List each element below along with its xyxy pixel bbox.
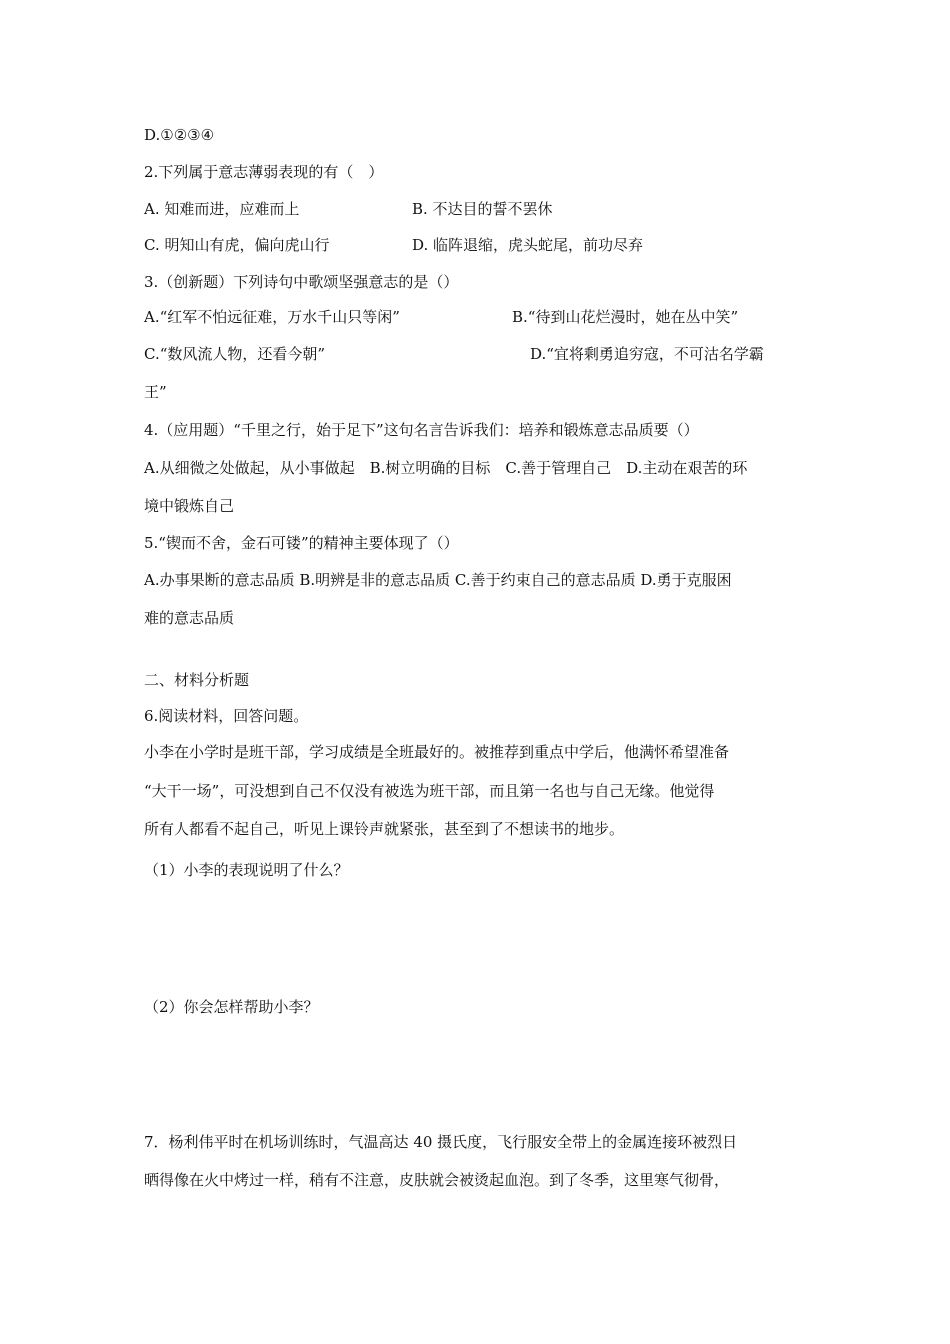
q2-option-a: A. 知难而进，应难而上 <box>144 200 300 218</box>
q5-stem: 5.“锲而不舍，金石可镂”的精神主要体现了（） <box>144 534 459 552</box>
q4-stem: 4.（应用题）“千里之行，始于足下”这句名言告诉我们：培养和锻炼意志品质要（） <box>144 421 699 439</box>
q3-option-b: B.“待到山花烂漫时，她在丛中笑” <box>512 308 739 326</box>
q6-subquestion-1: （1）小李的表现说明了什么？ <box>144 861 349 879</box>
q6-material-line3: 所有人都看不起自己，听见上课铃声就紧张，甚至到了不想读书的地步。 <box>144 820 625 838</box>
q3-option-a: A.“红军不怕远征难，万水千山只等闲” <box>144 308 400 326</box>
q2-option-d: D. 临阵退缩，虎头蛇尾，前功尽弃 <box>412 236 644 254</box>
q3-option-d-continued: 王” <box>144 383 167 401</box>
q2-stem: 2.下列属于意志薄弱表现的有（ ） <box>144 163 384 181</box>
q4-options-line1: A.从细微之处做起，从小事做起 B.树立明确的目标 C.善于管理自己 D.主动在艰苦的环 <box>144 459 748 477</box>
q6-stem: 6.阅读材料，回答问题。 <box>144 707 309 725</box>
q2-option-b: B. 不达目的誓不罢休 <box>412 200 553 218</box>
q4-options-line2: 境中锻炼自己 <box>144 497 235 515</box>
q6-subquestion-2: （2）你会怎样帮助小李？ <box>144 998 319 1016</box>
section-title: 二、材料分析题 <box>144 671 250 689</box>
q2-option-c: C. 明知山有虎，偏向虎山行 <box>144 236 330 254</box>
q3-stem: 3.（创新题）下列诗句中歌颂坚强意志的是（） <box>144 273 459 291</box>
q7-line1: 7．杨利伟平时在机场训练时，气温高达 40 摄氏度，飞行服安全带上的金属连接环被烈日 <box>144 1133 738 1151</box>
q3-option-d: D.“宜将剩勇追穷寇，不可沽名学霸 <box>530 345 764 363</box>
q5-options-line1: A.办事果断的意志品质 B.明辨是非的意志品质 C.善于约束自己的意志品质 D.勇于克服困 <box>144 571 732 589</box>
q5-options-line2: 难的意志品质 <box>144 609 235 627</box>
q7-line2: 晒得像在火中烤过一样，稍有不注意，皮肤就会被烫起血泡。到了冬季，这里寒气彻骨， <box>144 1171 730 1189</box>
q6-material-line2: “大干一场”，可没想到自己不仅没有被选为班干部，而且第一名也与自己无缘。他觉得 <box>144 782 715 800</box>
q1-option-d: D.①②③④ <box>144 126 215 144</box>
q6-material-line1: 小李在小学时是班干部，学习成绩是全班最好的。被推荐到重点中学后，他满怀希望准备 <box>144 743 730 761</box>
q3-option-c: C.“数风流人物，还看今朝” <box>144 345 326 363</box>
